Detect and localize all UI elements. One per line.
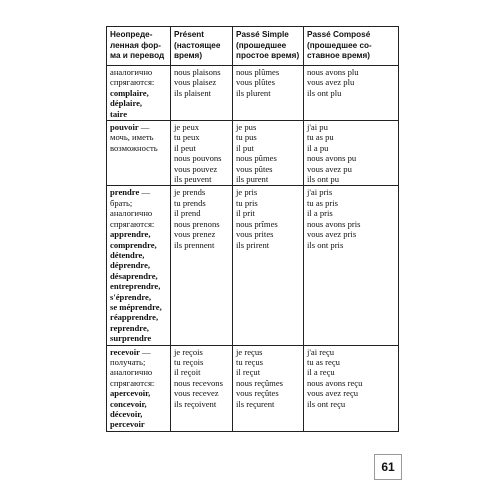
verb-bold: entreprendre, bbox=[110, 281, 161, 292]
cell-present bbox=[171, 66, 233, 121]
cell-infinitive bbox=[107, 345, 171, 431]
conjugation-line: nous pûmes bbox=[236, 153, 277, 164]
verb-note: мочь, иметь bbox=[110, 132, 154, 143]
conjugation-line: nous avons plu bbox=[307, 67, 359, 77]
verb-bold: reprendre, bbox=[110, 322, 149, 333]
infinitive-line bbox=[110, 77, 168, 87]
conjugation-line: il prend bbox=[174, 208, 201, 219]
conjugation-line: tu pus bbox=[236, 132, 257, 143]
conjugation-line: j'ai pris bbox=[307, 187, 333, 198]
infinitive-line bbox=[110, 367, 168, 377]
cell-present bbox=[171, 186, 233, 345]
verb-bold: surprendre bbox=[110, 333, 152, 344]
infinitive-line bbox=[110, 378, 168, 388]
infinitive-line bbox=[110, 67, 168, 77]
table-row bbox=[107, 121, 399, 186]
verb-bold: recevoir bbox=[110, 346, 140, 357]
conjugation-line: je pus bbox=[236, 122, 257, 133]
conjugation-line: j'ai pu bbox=[307, 122, 328, 133]
table-row bbox=[107, 345, 399, 431]
verb-bold: désaprendre, bbox=[110, 270, 158, 281]
conjugation-line: tu peux bbox=[174, 132, 200, 143]
conjugation-line: vous recevez bbox=[174, 388, 219, 399]
verb-bold: comprendre, bbox=[110, 239, 157, 250]
conjugation-line: il reçut bbox=[236, 367, 261, 378]
conjugation-line: il a pu bbox=[307, 142, 329, 153]
conjugation-line: nous recevons bbox=[174, 377, 223, 388]
infinitive-line bbox=[110, 219, 168, 229]
verb-note: аналогично bbox=[110, 67, 153, 77]
verb-bold: se méprendre, bbox=[110, 301, 162, 312]
conjugation-line: ils ont plu bbox=[307, 87, 342, 98]
conjugation-line: il prit bbox=[236, 208, 255, 219]
verb-note: получать; bbox=[110, 356, 146, 367]
conjugation-line: vous prites bbox=[236, 229, 274, 240]
conjugation-line: tu as pu bbox=[307, 132, 334, 143]
verb-bold: décevoir, bbox=[110, 409, 143, 419]
dash: — bbox=[139, 346, 151, 357]
conjugation-line: tu prends bbox=[174, 197, 206, 208]
conjugation-line: ils plaisent bbox=[174, 87, 211, 98]
infinitive-line bbox=[110, 187, 168, 197]
cell-passe-compose bbox=[304, 186, 399, 345]
conjugation-line: vous pûtes bbox=[236, 163, 273, 174]
verb-note: спрягаются: bbox=[110, 377, 155, 388]
table-row bbox=[107, 66, 399, 121]
conjugation-line: ils prennent bbox=[174, 239, 215, 250]
dash: — bbox=[138, 122, 150, 133]
cell-infinitive bbox=[107, 66, 171, 121]
verb-bold: pouvoir bbox=[110, 122, 139, 133]
cell-passe-compose bbox=[304, 345, 399, 431]
cell-passe-simple bbox=[233, 345, 304, 431]
verb-bold: détendre, bbox=[110, 249, 145, 260]
conjugation-line: nous pouvons bbox=[174, 153, 222, 164]
header-infinitive: Неопреде- ленная фор- ма и перевод bbox=[107, 27, 171, 66]
conjugation-line: tu pris bbox=[236, 197, 258, 208]
conjugation-line: vous avez reçu bbox=[307, 388, 359, 399]
infinitive-line bbox=[110, 271, 168, 281]
conjugation-line: je prends bbox=[174, 187, 206, 198]
header-passe-simple: Passé Simple (прошедшее простое время) bbox=[233, 27, 304, 66]
conjugation-line: ils peuvent bbox=[174, 174, 212, 185]
conjugation-line: j'ai reçu bbox=[307, 346, 335, 357]
conjugation-line: je reçois bbox=[174, 346, 203, 357]
conjugation-line: vous reçûtes bbox=[236, 388, 279, 399]
conjugation-line: il reçoit bbox=[174, 367, 201, 378]
conjugation-line: nous prenons bbox=[174, 218, 220, 229]
infinitive-line bbox=[110, 302, 168, 312]
infinitive-line bbox=[110, 357, 168, 367]
conjugation-line: vous avez pu bbox=[307, 163, 352, 174]
infinitive-line bbox=[110, 208, 168, 218]
header-passe-compose: Passé Composé (прошедшее со- ставное время) bbox=[304, 27, 399, 66]
conjugation-line: il peut bbox=[174, 142, 196, 153]
cell-passe-simple bbox=[233, 66, 304, 121]
infinitive-line bbox=[110, 409, 168, 419]
verb-note: возможность bbox=[110, 142, 158, 153]
verb-bold: déplaire, bbox=[110, 98, 143, 109]
conjugation-line: vous avez plu bbox=[307, 77, 355, 88]
conjugation-line: je reçus bbox=[236, 346, 263, 357]
table-row bbox=[107, 186, 399, 345]
header-present: Présent (настоящее время) bbox=[171, 27, 233, 66]
cell-infinitive bbox=[107, 121, 171, 186]
cell-present bbox=[171, 121, 233, 186]
conjugation-line: ils ont pu bbox=[307, 174, 339, 185]
infinitive-line bbox=[110, 229, 168, 239]
verb-note: аналогично bbox=[110, 367, 153, 378]
infinitive-line bbox=[110, 347, 168, 357]
conjugation-line: ils prirent bbox=[236, 239, 270, 250]
conjugation-line: je peux bbox=[174, 122, 200, 133]
conjugation-line: ils ont reçu bbox=[307, 398, 346, 409]
conjugation-line: ils ont pris bbox=[307, 239, 344, 250]
infinitive-line bbox=[110, 109, 168, 119]
conjugation-line: nous avons pris bbox=[307, 218, 361, 229]
infinitive-line bbox=[110, 240, 168, 250]
verb-bold: prendre bbox=[110, 187, 140, 198]
conjugation-line: vous avez pris bbox=[307, 229, 357, 240]
cell-present bbox=[171, 345, 233, 431]
conjugation-line: ils reçurent bbox=[236, 398, 275, 409]
infinitive-line bbox=[110, 333, 168, 343]
conjugation-line: nous avons pu bbox=[307, 153, 357, 164]
infinitive-line bbox=[110, 260, 168, 270]
verb-bold: apprendre, bbox=[110, 229, 151, 240]
infinitive-line bbox=[110, 122, 168, 132]
conjugation-line: ils plurent bbox=[236, 87, 271, 98]
cell-passe-simple bbox=[233, 121, 304, 186]
verb-bold: complaire, bbox=[110, 87, 149, 98]
infinitive-line bbox=[110, 399, 168, 409]
verb-bold: apercevoir, bbox=[110, 388, 151, 399]
conjugation-line: nous plûmes bbox=[236, 67, 280, 77]
verb-bold: concevoir, bbox=[110, 398, 147, 409]
infinitive-line bbox=[110, 292, 168, 302]
conjugation-line: vous plaisez bbox=[174, 77, 217, 88]
infinitive-line bbox=[110, 388, 168, 398]
conjugation-line: nous avons reçu bbox=[307, 377, 363, 388]
cell-passe-compose bbox=[304, 121, 399, 186]
conjugation-line: nous plaisons bbox=[174, 67, 221, 77]
page-number: 61 bbox=[374, 454, 402, 480]
verb-bold: déprendre, bbox=[110, 260, 151, 271]
verb-note: аналогично bbox=[110, 208, 153, 219]
infinitive-line bbox=[110, 132, 168, 142]
conjugation-line: vous plûtes bbox=[236, 77, 275, 88]
table-header-row bbox=[107, 27, 399, 66]
conjugation-line: il put bbox=[236, 142, 254, 153]
infinitive-line bbox=[110, 323, 168, 333]
conjugation-line: nous reçûmes bbox=[236, 377, 284, 388]
infinitive-line bbox=[110, 88, 168, 98]
verb-bold: s'éprendre, bbox=[110, 291, 151, 302]
conjugation-line: nous prîmes bbox=[236, 218, 278, 229]
conjugation-line: ils reçoivent bbox=[174, 398, 217, 409]
verb-note: спрягаются: bbox=[110, 77, 155, 88]
conjugation-line: vous pouvez bbox=[174, 163, 218, 174]
dash: — bbox=[139, 187, 151, 198]
conjugation-line: il a reçu bbox=[307, 367, 335, 378]
conjugation-line: tu as pris bbox=[307, 197, 339, 208]
conjugation-line: vous prenez bbox=[174, 229, 216, 240]
infinitive-line bbox=[110, 198, 168, 208]
conjugation-line: il a pris bbox=[307, 208, 333, 219]
infinitive-line bbox=[110, 250, 168, 260]
conjugation-line: tu reçois bbox=[174, 356, 204, 367]
cell-passe-simple bbox=[233, 186, 304, 345]
infinitive-line bbox=[110, 281, 168, 291]
infinitive-line bbox=[110, 98, 168, 108]
infinitive-line bbox=[110, 143, 168, 153]
conjugation-table bbox=[106, 26, 399, 432]
table-body bbox=[107, 66, 399, 432]
verb-bold: percevoir bbox=[110, 419, 145, 430]
verb-note: спрягаются: bbox=[110, 218, 155, 229]
verb-bold: réapprendre, bbox=[110, 312, 159, 323]
verb-note: брать; bbox=[110, 197, 133, 208]
infinitive-line bbox=[110, 419, 168, 429]
conjugation-line: ils purent bbox=[236, 174, 269, 185]
verb-bold: taire bbox=[110, 108, 128, 119]
cell-passe-compose bbox=[304, 66, 399, 121]
conjugation-line: je pris bbox=[236, 187, 258, 198]
conjugation-line: tu as reçu bbox=[307, 356, 340, 367]
conjugation-line: tu reçus bbox=[236, 356, 263, 367]
infinitive-line bbox=[110, 312, 168, 322]
cell-infinitive bbox=[107, 186, 171, 345]
